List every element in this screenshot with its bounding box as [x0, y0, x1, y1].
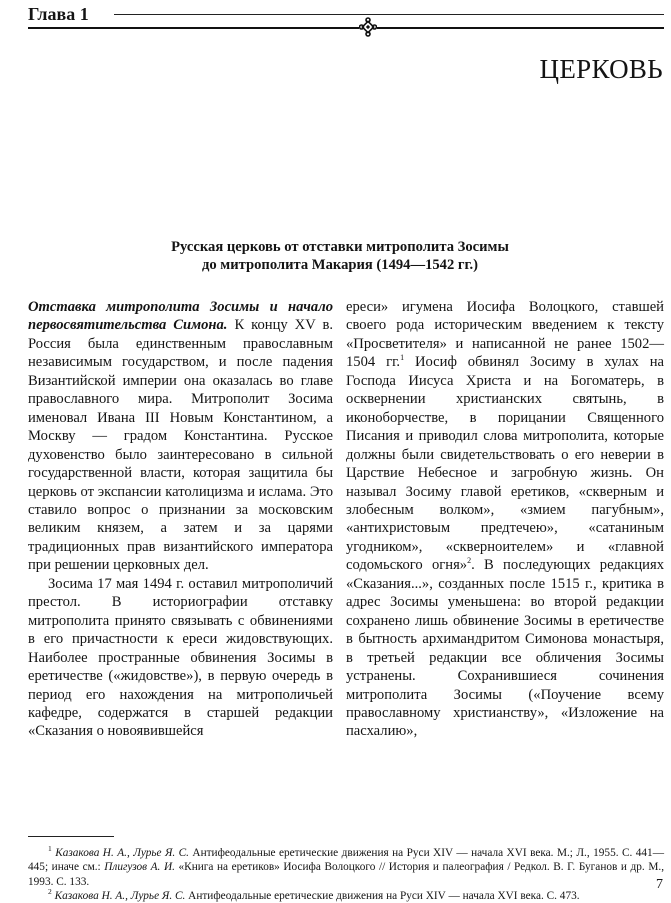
page-number: 7	[656, 877, 663, 892]
footnote-2-mark: 2	[48, 887, 52, 897]
footnote-1	[28, 846, 664, 889]
footnote-2-authors: Казакова Н. А., Лурье Я. С.	[54, 889, 186, 902]
right-text-part-3: . В последующих редакциях «Сказания...», созданных после 1515 г., критика в адрес Зосимы уменьшена: во второй редакции сохранено лишь обвинение Зосимы в еретичестве в бытность архимандритом Симонова монастыря, в третьей редакции все обличения Зосимы устранены. Сохранившиеся сочинения митрополита Зосимы («Поучение всему православному христианству», «Изложение на пасхалию»,	[346, 557, 664, 740]
running-header	[28, 4, 664, 34]
footnote-ref-2: 2	[467, 556, 472, 566]
footnote-separator	[28, 836, 114, 837]
article-subtitle	[60, 238, 620, 274]
subtitle-line-1: Русская церковь от отставки митрополита Зосимы	[171, 239, 509, 255]
right-text-part-1: ереси» игумена Иосифа Волоцкого, ставшей своего рода историческим введением к тексту «Просветителя» и написанной не ранее 1502—1504 гг.	[346, 299, 664, 371]
right-paragraph-1	[346, 298, 664, 741]
footnote-1-text: Антифеодальные еретические движения на Руси XIV — начала XVI века. М.; Л., 1955. С. 441—445; иначе см.:	[28, 847, 664, 874]
lead-heading: Отставка митрополита Зосимы и начало первосвятительства Симона.	[28, 299, 333, 334]
left-paragraph-1-text: К концу XV в. Россия была единственным православным независимым государством, и после падения Византийской империи она оказалась во главе православного мира. Митрополит Зосима именовал Ивана III Новым Константином, а Москву — градом Константина. Русское духовенство было заинтересовано в сильной государственной власти, которая защитила бы церковь от экспансии католицизма и ислама. Это ставило вопрос о признании за московским великим князем, а затем и за царями традиционных прав византийского императора при решении церковных дел.	[28, 317, 333, 574]
knot-ornament-icon	[359, 17, 377, 37]
section-title: ЦЕРКОВЬ	[539, 54, 663, 84]
footnote-ref-1: 1	[400, 353, 405, 363]
footnotes	[28, 846, 664, 903]
left-paragraph-2: Зосима 17 мая 1494 г. оставил митрополичий престол. В историографии отставку митрополита принято связывать с обвинениями в его причастности к ереси жидовствующих. Наиболее пространные обвинения Зосимы в еретичестве («жидовстве»), в первую очередь в период его нахождения на митрополичьей кафедре, содержатся в старшей редакции «Сказания о новоявившейся	[28, 575, 333, 740]
right-column	[346, 298, 664, 741]
footnote-1-authors: Казакова Н. А., Лурье Я. С.	[55, 847, 189, 859]
subtitle-line-2: до митрополита Макария (1494—1542 гг.)	[201, 257, 479, 273]
header-thin-rule	[114, 14, 664, 15]
header-thick-rule	[28, 27, 664, 29]
footnote-2-text: Антифеодальные еретические движения на Руси XIV — начала XVI века. С. 473.	[185, 889, 580, 902]
footnote-1-mark: 1	[48, 844, 52, 854]
chapter-label: Глава 1	[28, 4, 89, 24]
left-paragraph-1	[28, 298, 333, 575]
right-text-part-2: Иосиф обвинял Зосиму в хулах на Господа Иисуса Христа и на Богоматерь, в осквернении христианских святынь, в иконоборчестве, в порицании Священного Писания и приводил слова митрополита, которые должны были свидетельствовать о его неверии в Царствие Небесное и загробную жизнь. Он называл Зосиму главой еретиков, «скверным и злобесным волком», «змием пагубным», «антихристовым предтечею», «сатаниным угодником», «скверноителем» и «главной содомьского огня»	[346, 354, 665, 574]
footnote-1-authors-2: Плигузов А. И.	[104, 861, 175, 874]
left-column	[28, 298, 333, 741]
footnote-1-text-2: «Книга на еретиков» Иосифа Волоцкого // История и палеография / Редкол. В. Г. Буганов и др. М., 1993. С. 133.	[28, 861, 665, 888]
